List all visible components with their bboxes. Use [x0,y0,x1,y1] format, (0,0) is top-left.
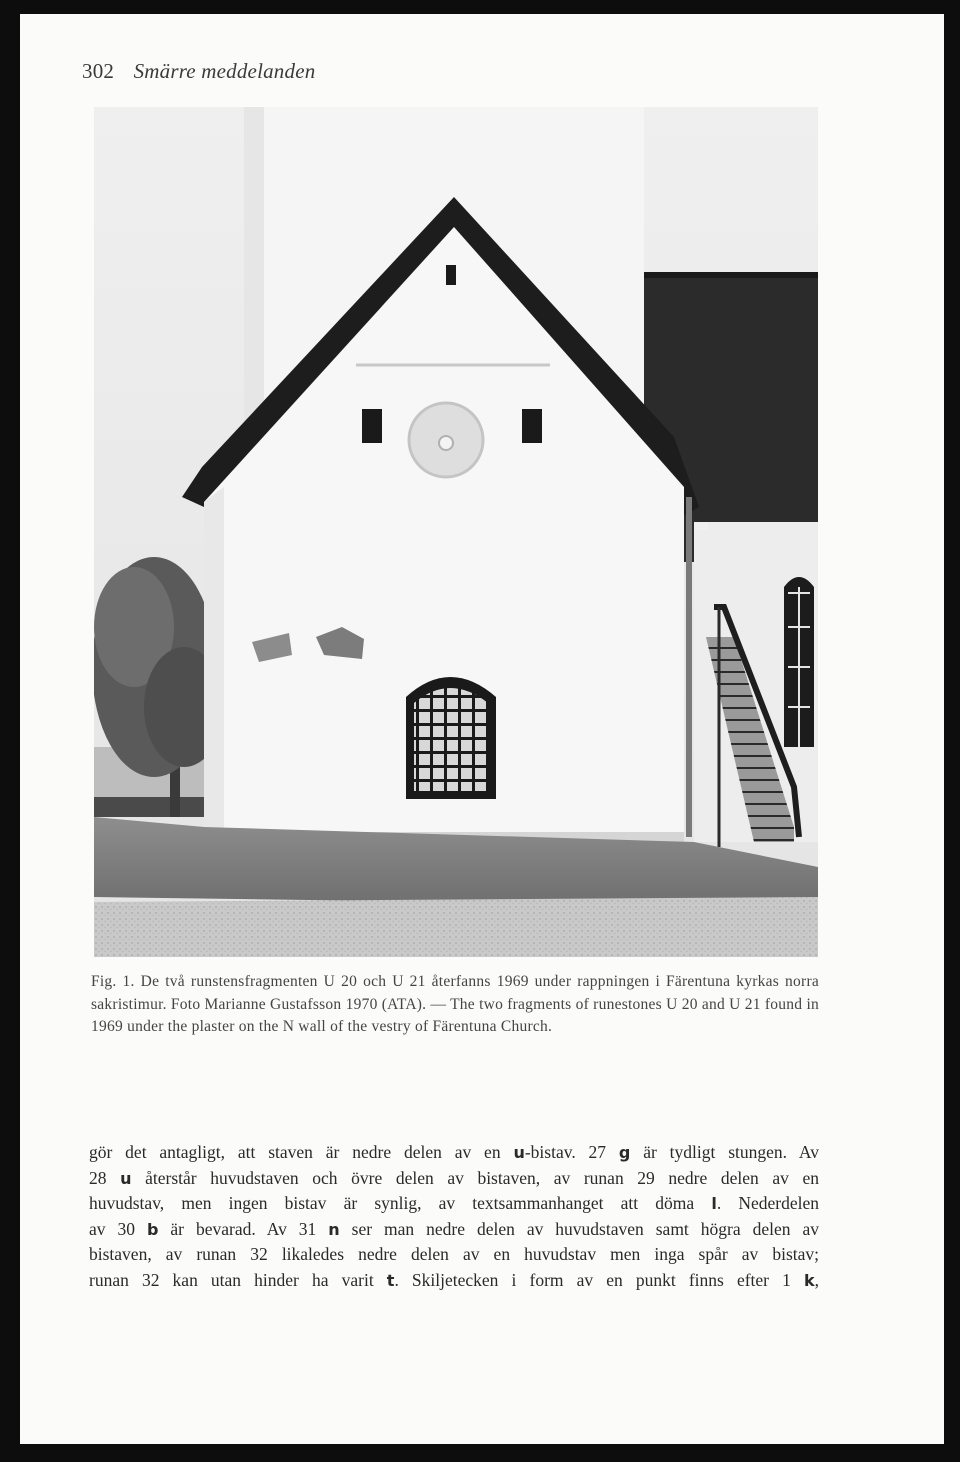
body-line [89,1191,819,1217]
page [20,14,944,1444]
figure-caption: Fig. 1. De två runstensfragmenten U 20 och U 21 återfanns 1969 under rappningen i Färentuna kyrkas norra sakristimur. Foto Marianne Gustafsson 1970 (ATA). — The two fragments of runestones U 20 and U 21 found in 1969 under the plaster on the N wall of the vestry of Färentuna Church. [91,973,819,1035]
rune-transliteration: g [618,1143,631,1162]
body-text-segment: är tydligt stungen. Av [630,1142,819,1162]
rune-transliteration: l [711,1194,717,1213]
running-head [82,59,315,84]
body-text-segment: huvudstav, men ingen bistav är synlig, av textsammanhanget att döma [89,1193,712,1213]
page-number: 302 [82,59,115,83]
section-title: Smärre meddelanden [133,59,316,83]
body-text-segment: återstår huvudstaven och övre delen av bistaven, av runan 29 nedre delen av en [131,1167,819,1188]
rune-transliteration: k [803,1270,815,1290]
rune-transliteration: t [386,1270,395,1290]
body-line [89,1166,819,1192]
body-line [89,1268,819,1294]
body-line [89,1140,819,1166]
body-text-segment: -bistav. 27 [524,1142,619,1162]
body-line [89,1217,819,1243]
rune-transliteration: u [120,1168,132,1188]
body-text-segment: är bevarad. Av 31 [158,1218,329,1239]
body-text-segment: 28 [89,1167,121,1188]
body-line [89,1242,819,1268]
body-text-segment: bistaven, av runan 32 likaledes nedre delen av en huvudstav men inga spår av bistav; [89,1244,819,1264]
church-photo-illustration [94,107,818,957]
church-photograph [94,107,818,957]
body-text [89,1140,819,1293]
rune-transliteration: n [328,1219,340,1239]
rune-transliteration: u [513,1143,525,1162]
body-text-segment: . Skiljetecken i form av en punkt finns efter 1 [394,1269,804,1290]
body-text-segment: gör det antagligt, att staven är nedre delen av en [89,1142,514,1162]
body-text-segment: ser man nedre delen av huvudstaven samt högra delen av [339,1218,819,1239]
body-text-segment: . Nederdelen [716,1193,819,1213]
body-text-segment: , [814,1269,819,1290]
rune-transliteration: b [146,1219,159,1239]
body-text-segment: av 30 [89,1218,147,1239]
body-text-segment: runan 32 kan utan hinder ha varit [89,1269,387,1290]
